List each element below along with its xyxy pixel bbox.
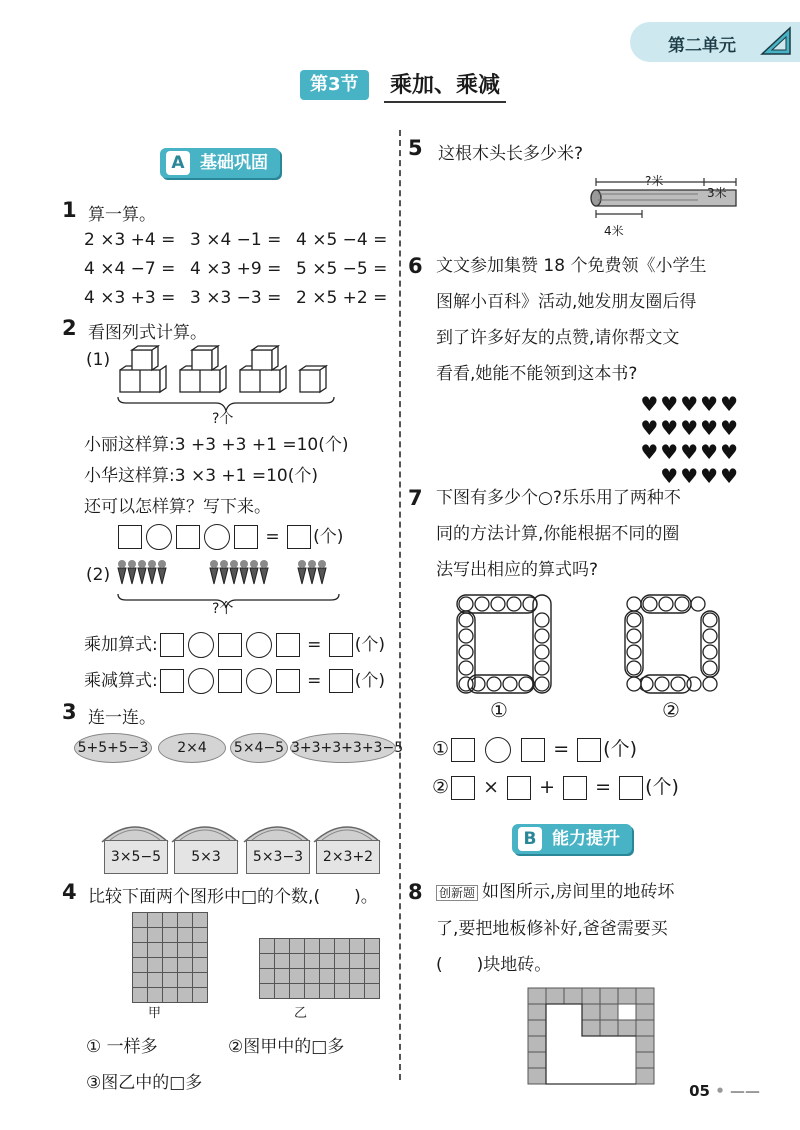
q1-expr: 4 ×4 −7 = (84, 259, 176, 279)
q3-house-label: 5×3 (174, 840, 238, 874)
q2-number: 2 (62, 316, 77, 340)
q7-fig2-label: ② (662, 698, 680, 722)
floor-tiles-figure (526, 986, 656, 1088)
page-number: 05 • —— (689, 1082, 760, 1100)
unit-label: (个) (603, 738, 637, 760)
section-label: 第3节 (300, 70, 369, 100)
unit-label: 第二单元 (668, 36, 736, 56)
q3-number: 3 (62, 700, 77, 724)
answer-box[interactable] (218, 669, 242, 693)
q3-house-label: 2×3+2 (316, 840, 380, 874)
q7-eq1-label: ① (432, 738, 450, 760)
q3-house[interactable] (312, 818, 382, 874)
answer-circle[interactable] (146, 524, 172, 550)
unit-label: (个) (354, 671, 386, 691)
answer-circle[interactable] (188, 632, 214, 658)
q4-option-3[interactable]: ③图乙中的□多 (86, 1073, 203, 1093)
q4-label-a: 甲 (148, 1006, 162, 1021)
q2-brace2-label: ?个 (212, 601, 234, 617)
answer-box[interactable] (276, 633, 300, 657)
hearts-row: ♥♥♥♥ (660, 464, 740, 488)
q8-tag: 创新题 (436, 885, 478, 901)
page-number-text: 05 (689, 1082, 710, 1100)
badge-a-title: 基础巩固 (200, 153, 268, 173)
q1-title: 算一算。 (88, 205, 156, 225)
q3-house-label: 3×5−5 (104, 840, 168, 874)
q1-expr: 3 ×3 −3 = (190, 288, 282, 308)
q7-line: 同的方法计算,你能根据不同的圈 (436, 524, 680, 544)
q4-label-b: 乙 (294, 1006, 308, 1021)
circle-frame-2 (622, 592, 722, 696)
answer-circle[interactable] (204, 524, 230, 550)
q6-text (436, 248, 766, 392)
answer-box[interactable] (276, 669, 300, 693)
q1-expr: 4 ×3 +9 = (190, 259, 282, 279)
answer-box[interactable] (160, 669, 184, 693)
q2-mul-sub-label: 乘减算式: (84, 671, 158, 691)
unit-label: (个) (354, 635, 386, 655)
q1-expr: 4 ×5 −4 = (296, 230, 388, 250)
unit-label: (个) (645, 776, 679, 798)
answer-box[interactable] (451, 738, 475, 762)
circle-frame-1 (454, 592, 554, 696)
q4-option-2[interactable]: ②图甲中的□多 (228, 1037, 345, 1057)
q5-segment-length: 4米 (604, 224, 624, 238)
answer-box[interactable] (577, 738, 601, 762)
answer-circle[interactable] (188, 668, 214, 694)
q2-mul-sub-row: 乘减算式: = (个) (84, 666, 385, 694)
q2-mul-add-row: 乘加算式: = (个) (84, 630, 385, 658)
q3-house[interactable] (100, 818, 170, 874)
equals-sign: = (595, 776, 612, 798)
answer-box[interactable] (118, 525, 142, 549)
answer-box[interactable] (619, 776, 643, 800)
q6-line: 图解小百科》活动,她发朋友圈后得 (436, 292, 697, 312)
badge-b-title: 能力提升 (552, 829, 620, 849)
q4-title: 比较下面两个图形中□的个数,( )。 (88, 887, 378, 907)
answer-box[interactable] (287, 525, 311, 549)
q1-number: 1 (62, 198, 77, 222)
q6-line: 到了许多好友的点赞,请你帮文文 (436, 328, 680, 348)
q2-part2: (2) (86, 565, 111, 585)
times-sign: × (483, 776, 500, 798)
unit-tab (630, 22, 800, 62)
q3-top-item[interactable]: 2×4 (158, 733, 226, 763)
q7-line: 法写出相应的算式吗? (436, 560, 599, 580)
answer-circle[interactable] (246, 632, 272, 658)
q1-expr: 2 ×5 +2 = (296, 288, 388, 308)
answer-box[interactable] (176, 525, 200, 549)
q6-number: 6 (408, 254, 423, 278)
q6-line: 看看,她能不能领到这本书? (436, 364, 638, 384)
hearts-row: ♥♥♥♥♥ (640, 416, 740, 440)
answer-box[interactable] (451, 776, 475, 800)
answer-box[interactable] (218, 633, 242, 657)
q2-xiaoli: 小丽这样算:3 +3 +3 +1 =10(个) (84, 435, 349, 455)
q4-option-1[interactable]: ① 一样多 (86, 1037, 158, 1057)
q7-number: 7 (408, 486, 423, 510)
badge-a-letter: A (166, 151, 190, 175)
plus-sign: + (539, 776, 556, 798)
q2-other: 还可以怎样算？写下来。 (84, 497, 271, 517)
grid-figure-a (132, 912, 208, 1003)
q5-length-question: ?米 (645, 174, 664, 188)
q8-line: ( )块地砖。 (436, 955, 552, 975)
q3-house[interactable] (242, 818, 312, 874)
q2-brace1-label: ?个 (212, 411, 234, 427)
answer-box[interactable] (507, 776, 531, 800)
hearts-row: ♥♥♥♥♥ (640, 440, 740, 464)
q1-expr: 5 ×5 −5 = (296, 259, 388, 279)
q3-top-item[interactable]: 5×4−5 (230, 733, 288, 763)
q7-text (436, 480, 766, 588)
section-title: 乘加、乘减 (384, 68, 506, 103)
answer-circle[interactable] (485, 737, 511, 763)
q8-line: 如图所示,房间里的地砖坏 (482, 882, 675, 902)
q2-xiaohua: 小华这样算:3 ×3 +1 =10(个) (84, 466, 319, 486)
q8-line-1 (436, 874, 766, 911)
q3-top-item[interactable]: 5+5+5−3 (74, 733, 152, 763)
q5-number: 5 (408, 136, 423, 160)
column-divider (399, 130, 401, 1080)
q6-line: 文文参加集赞 18 个免费领《小学生 (436, 256, 707, 276)
q3-house-label: 5×3−3 (246, 840, 310, 874)
q4-number: 4 (62, 880, 77, 904)
q1-expr: 4 ×3 +3 = (84, 288, 176, 308)
answer-box[interactable] (329, 669, 353, 693)
equals-sign: = (553, 738, 570, 760)
answer-box[interactable] (160, 633, 184, 657)
badge-b-letter: B (518, 827, 542, 851)
badge-advanced (512, 824, 632, 854)
answer-box[interactable] (563, 776, 587, 800)
q1-expr: 3 ×4 −1 = (190, 230, 282, 250)
grid-figure-b (259, 938, 380, 999)
answer-box[interactable] (234, 525, 258, 549)
q7-line: 下图有多少个○?乐乐用了两种不 (436, 488, 681, 508)
hearts-row: ♥♥♥♥♥ (640, 392, 740, 416)
q3-top-item[interactable]: 3+3+3+3+3−5 (290, 733, 396, 763)
answer-box[interactable] (521, 738, 545, 762)
q8-number: 8 (408, 880, 423, 904)
q3-house[interactable] (170, 818, 240, 874)
likes-hearts (630, 392, 740, 488)
unit-label: (个) (313, 527, 344, 547)
q8-line: 了,要把地板修补好,爸爸需要买 (436, 919, 668, 939)
q2-part1: (1) (86, 350, 111, 370)
q8-text (436, 874, 766, 983)
answer-box[interactable] (329, 633, 353, 657)
q3-title: 连一连。 (88, 708, 156, 728)
q7-fig1-label: ① (490, 698, 508, 722)
q7-equation-1 (432, 734, 637, 763)
q2-mul-add-label: 乘加算式: (84, 635, 158, 655)
q2-title: 看图列式计算。 (88, 323, 207, 343)
badge-basic (160, 148, 280, 178)
ruler-icon (760, 26, 792, 56)
answer-circle[interactable] (246, 668, 272, 694)
q1-expr: 2 ×3 +4 = (84, 230, 176, 250)
q7-eq2-label: ② (432, 776, 450, 798)
q5-extra-length: 3米 (707, 186, 727, 200)
q5-title: 这根木头长多少米? (438, 144, 584, 164)
q7-equation-2 (432, 772, 679, 800)
q2-equation-blanks: = (个) (116, 522, 343, 550)
